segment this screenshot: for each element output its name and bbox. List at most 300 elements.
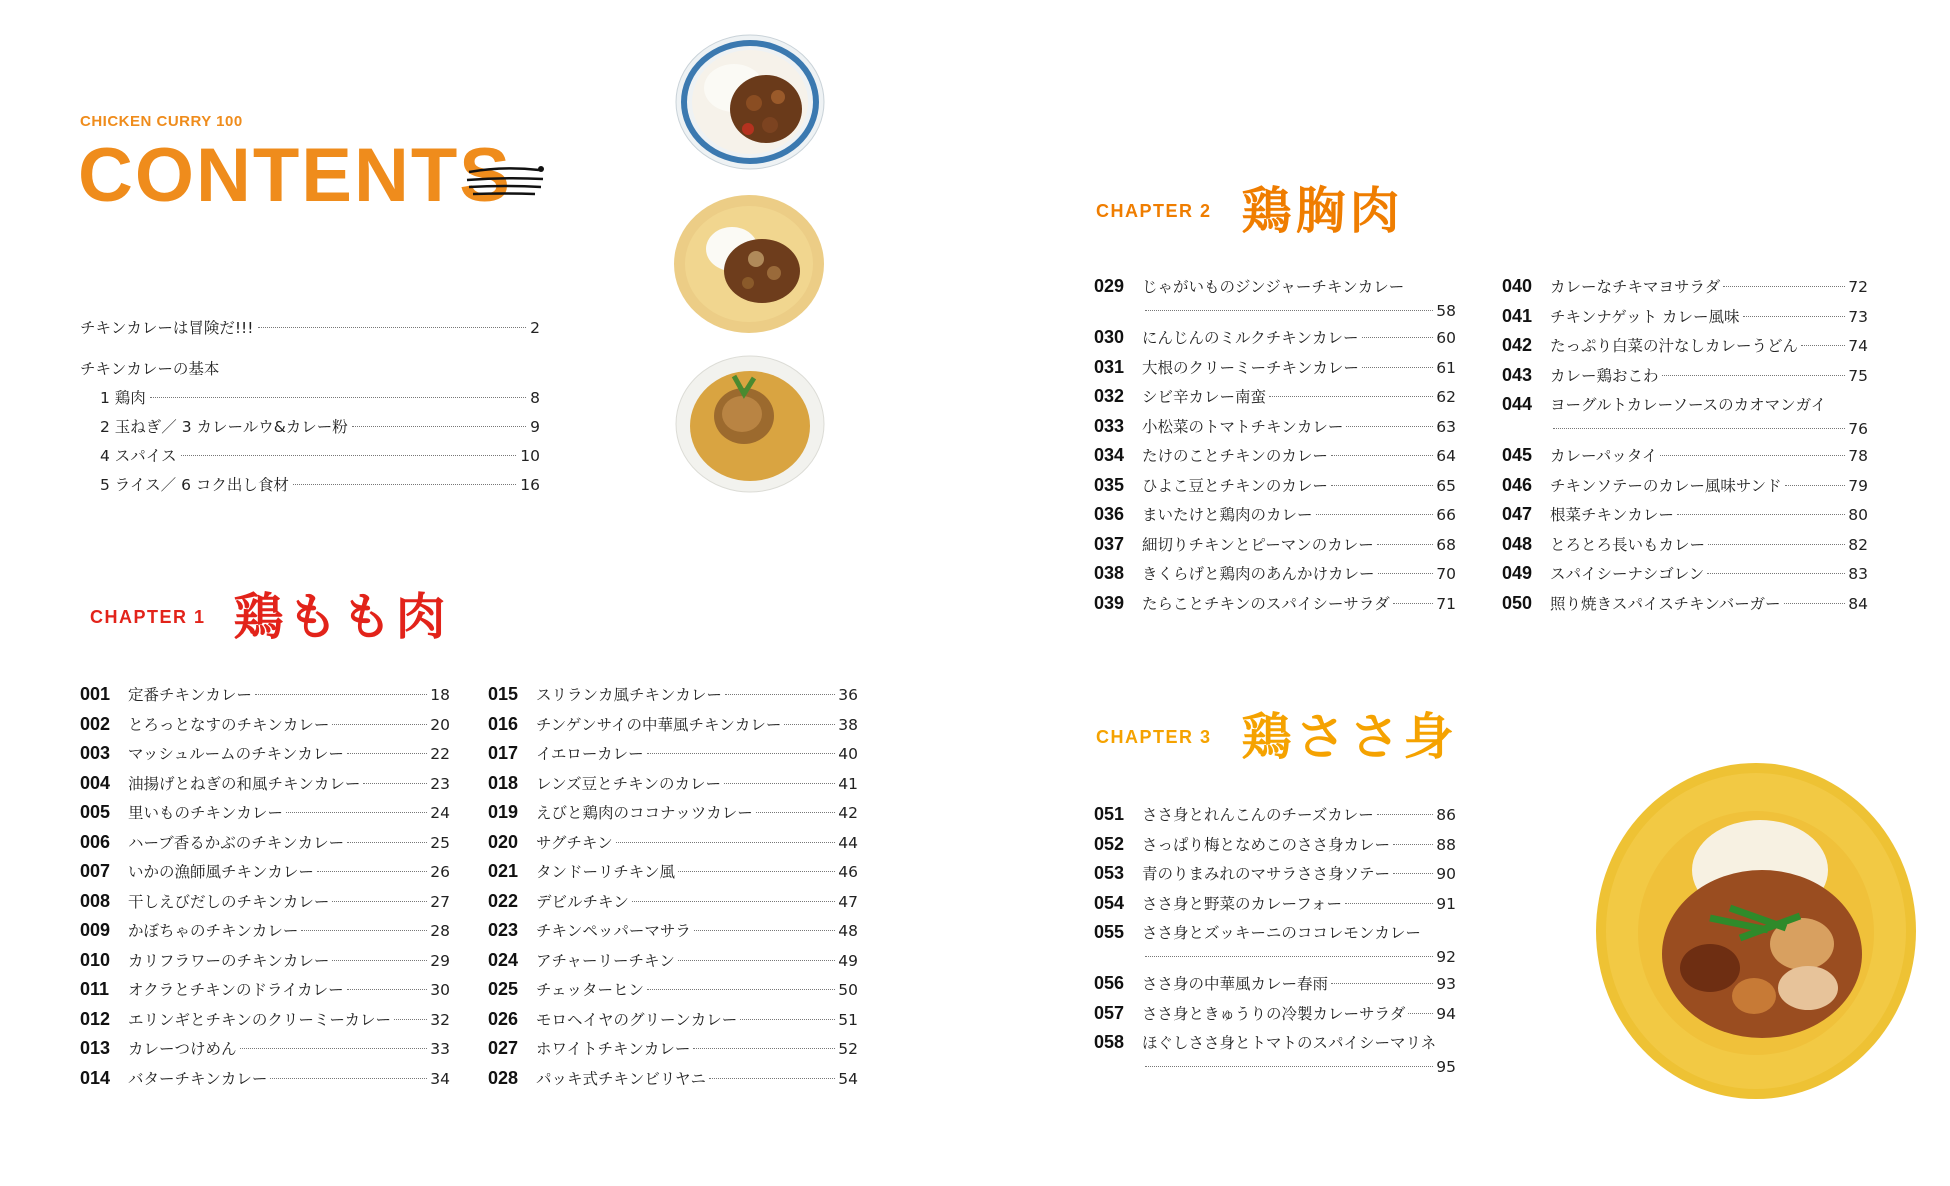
recipe-page: 80 <box>1848 506 1868 524</box>
toc-entry-line <box>1502 417 1868 441</box>
recipe-page: 63 <box>1436 417 1456 436</box>
recipe-title: えびと鶏肉のココナッツカレー <box>536 804 753 822</box>
recipe-page: 61 <box>1436 358 1456 377</box>
toc-entry[interactable] <box>488 1005 858 1035</box>
toc-entry[interactable] <box>1094 353 1456 383</box>
leader-dots <box>1393 844 1433 845</box>
toc-entry[interactable] <box>1094 999 1456 1029</box>
recipe-title: アチャーリーチキン <box>536 951 675 970</box>
toc-entry[interactable] <box>1094 1028 1456 1079</box>
toc-entry[interactable] <box>1094 889 1456 919</box>
recipe-page: 26 <box>430 863 450 881</box>
leader-dots <box>740 1019 835 1020</box>
recipe-page: 62 <box>1436 388 1456 406</box>
recipe-number: 023 <box>488 920 519 940</box>
toc-entry-line <box>1502 392 1868 417</box>
page-title: CONTENTS <box>78 133 512 218</box>
recipe-page: 95 <box>1436 1058 1456 1076</box>
recipe-number: 049 <box>1502 563 1533 583</box>
recipe-number: 042 <box>1502 335 1533 355</box>
recipe-number: 028 <box>488 1067 519 1088</box>
basics-item-page: 8 <box>530 389 540 407</box>
dish-photo-large <box>1590 758 1920 1104</box>
toc-entry[interactable] <box>488 1064 858 1094</box>
basics-heading: チキンカレーの基本 <box>80 360 220 378</box>
recipe-title: パッキ式チキンビリヤニ <box>536 1069 707 1088</box>
leader-dots <box>1269 396 1433 397</box>
recipe-title: たけのことチキンのカレー <box>1142 447 1328 465</box>
recipe-title: レンズ豆とチキンのカレー <box>536 774 721 793</box>
recipe-number: 006 <box>80 831 111 852</box>
recipe-title: バターチキンカレー <box>128 1069 268 1088</box>
recipe-page: 25 <box>430 833 450 852</box>
leader-dots <box>784 724 835 725</box>
toc-entry[interactable] <box>1094 800 1456 830</box>
leader-dots <box>394 1019 427 1020</box>
recipe-number: 024 <box>488 949 519 970</box>
recipe-title: カレーパッタイ <box>1550 447 1658 465</box>
toc-entry[interactable] <box>80 828 450 858</box>
recipe-page: 75 <box>1848 366 1868 385</box>
toc-entry-line <box>1094 274 1456 299</box>
recipe-title: デビルチキン <box>536 892 629 911</box>
toc-entry[interactable] <box>1502 361 1868 391</box>
leader-dots <box>150 397 526 398</box>
recipe-page: 22 <box>430 745 450 763</box>
chapter2-label: CHAPTER 2 <box>1096 200 1212 221</box>
toc-entry[interactable] <box>488 710 858 740</box>
recipe-title: ささ身と野菜のカレーフォー <box>1142 894 1342 913</box>
recipe-number: 018 <box>488 772 519 793</box>
recipe-number: 030 <box>1094 327 1125 347</box>
recipe-title: タンドーリチキン風 <box>536 863 676 881</box>
recipe-number: 019 <box>488 802 519 822</box>
recipe-title: ささ身とれんこんのチーズカレー <box>1142 806 1374 824</box>
recipe-page: 79 <box>1848 476 1868 495</box>
recipe-page: 30 <box>430 981 450 999</box>
leader-dots <box>1362 337 1434 338</box>
recipe-title: ささ身ときゅうりの冷製カレーサラダ <box>1142 1004 1406 1023</box>
recipe-title: 細切りチキンとピーマンのカレー <box>1142 535 1374 554</box>
recipe-title: イエローカレー <box>536 745 644 763</box>
toc-entry[interactable] <box>1094 471 1456 501</box>
leader-dots <box>1393 603 1434 604</box>
recipe-page: 49 <box>838 951 858 970</box>
leader-dots <box>647 989 835 990</box>
recipe-page: 28 <box>430 922 450 940</box>
recipe-title: にんじんのミルクチキンカレー <box>1142 329 1359 347</box>
recipe-title: 里いものチキンカレー <box>128 804 283 822</box>
chapter2-header <box>1096 182 1404 240</box>
toc-entry-line <box>1094 1030 1456 1055</box>
dish-photo-2 <box>672 193 826 335</box>
recipe-number: 047 <box>1502 504 1533 524</box>
basics-item[interactable] <box>80 384 540 413</box>
leader-dots <box>724 783 835 784</box>
toc-entry-line <box>1094 299 1456 323</box>
recipe-page: 60 <box>1436 329 1456 347</box>
toc-entry[interactable] <box>1094 500 1456 530</box>
leader-dots <box>1346 426 1433 427</box>
leader-dots <box>1723 286 1845 287</box>
recipe-page: 88 <box>1436 835 1456 854</box>
toc-entry[interactable] <box>1094 441 1456 471</box>
recipe-number: 012 <box>80 1008 111 1029</box>
recipe-title: 青のりまみれのマサラささ身ソテー <box>1142 865 1391 883</box>
toc-entry[interactable] <box>1094 530 1456 560</box>
recipe-number: 056 <box>1094 973 1125 993</box>
recipe-page: 52 <box>838 1040 858 1058</box>
toc-entry[interactable] <box>1502 390 1868 441</box>
recipe-number: 053 <box>1094 863 1125 883</box>
recipe-number: 026 <box>488 1008 519 1029</box>
chapter3-title: 鶏ささ身 <box>1241 708 1458 766</box>
recipe-page: 46 <box>838 863 858 881</box>
recipe-title: チキンペッパーマサラ <box>536 922 691 940</box>
leader-dots <box>1801 345 1845 346</box>
toc-entry[interactable] <box>1094 830 1456 860</box>
recipe-page: 76 <box>1848 420 1868 438</box>
leader-dots <box>255 694 427 695</box>
leader-dots <box>1660 455 1845 456</box>
toc-entry[interactable] <box>1502 441 1868 471</box>
leader-dots <box>693 1048 835 1049</box>
recipe-number: 045 <box>1502 445 1533 465</box>
book-eyebrow: CHICKEN CURRY 100 <box>80 113 243 130</box>
recipe-title: オクラとチキンのドライカレー <box>128 981 344 999</box>
toc-entry[interactable] <box>1094 412 1456 442</box>
recipe-title: シビ辛カレー南蛮 <box>1142 388 1267 406</box>
recipe-page: 48 <box>838 922 858 940</box>
recipe-title: いかの漁師風チキンカレー <box>128 863 314 881</box>
recipe-page: 20 <box>430 715 450 734</box>
recipe-title: スリランカ風チキンカレー <box>536 686 722 704</box>
recipe-number: 035 <box>1094 474 1125 495</box>
recipe-title: チキンソテーのカレー風味サンド <box>1550 476 1782 495</box>
recipe-page: 65 <box>1436 476 1456 495</box>
recipe-title: 小松菜のトマトチキンカレー <box>1142 417 1344 436</box>
recipe-title: カレー鶏おこわ <box>1550 366 1659 385</box>
leader-dots <box>1377 814 1434 815</box>
leader-dots <box>647 753 836 754</box>
recipe-number: 037 <box>1094 533 1125 554</box>
recipe-title: 大根のクリーミーチキンカレー <box>1142 358 1359 377</box>
toc-entry[interactable] <box>488 828 858 858</box>
recipe-title: じゃがいものジンジャーチキンカレー <box>1142 278 1405 296</box>
basics-item[interactable] <box>80 442 540 471</box>
toc-entry[interactable] <box>488 1034 858 1064</box>
toc-entry[interactable] <box>80 769 450 799</box>
recipe-page: 42 <box>838 804 858 822</box>
chapter3-header <box>1096 708 1458 766</box>
toc-entry-line <box>1094 920 1456 945</box>
leader-dots <box>240 1048 428 1049</box>
recipe-title: マッシュルームのチキンカレー <box>128 745 344 763</box>
leader-dots <box>347 989 428 990</box>
toc-entry[interactable] <box>488 769 858 799</box>
toc-entry[interactable] <box>80 798 450 828</box>
recipe-number: 017 <box>488 743 519 763</box>
chapter1-list-b <box>488 680 858 1093</box>
recipe-title: かぼちゃのチキンカレー <box>128 922 299 940</box>
recipe-title: ひよこ豆とチキンのカレー <box>1142 476 1328 495</box>
recipe-number: 025 <box>488 979 519 999</box>
recipe-number: 032 <box>1094 386 1125 406</box>
recipe-title: スパイシーナシゴレン <box>1550 565 1705 583</box>
basics-item-page: 10 <box>520 447 540 465</box>
toc-entry[interactable] <box>80 710 450 740</box>
recipe-title: 定番チキンカレー <box>128 686 252 704</box>
recipe-number: 020 <box>488 831 519 852</box>
toc-entry[interactable] <box>488 680 858 710</box>
basics-item-page: 9 <box>530 418 540 436</box>
intro-label: チキンカレーは冒険だ!!! <box>80 319 254 337</box>
recipe-number: 034 <box>1094 445 1125 465</box>
chapter3-list-a <box>1094 800 1456 1079</box>
recipe-title: モロヘイヤのグリーンカレー <box>536 1010 738 1029</box>
recipe-page: 29 <box>430 951 450 970</box>
toc-entry[interactable] <box>1094 559 1456 589</box>
chapter1-label: CHAPTER 1 <box>90 606 206 627</box>
recipe-title: ささ身とズッキーニのココレモンカレー <box>1142 924 1421 942</box>
basics-item-label: 4 スパイス <box>100 447 177 465</box>
toc-entry[interactable] <box>80 916 450 946</box>
recipe-page: 58 <box>1436 302 1456 320</box>
leader-dots <box>332 724 427 725</box>
recipe-number: 013 <box>80 1038 111 1058</box>
leader-dots <box>286 812 427 813</box>
leader-dots <box>181 455 517 456</box>
dish-photo-1 <box>674 33 826 171</box>
recipe-page: 93 <box>1436 975 1456 993</box>
leader-dots <box>1331 485 1433 486</box>
recipe-page: 86 <box>1436 806 1456 824</box>
leader-dots <box>1408 1013 1433 1014</box>
recipe-number: 001 <box>80 684 111 704</box>
recipe-page: 54 <box>838 1069 858 1088</box>
leader-dots <box>1362 367 1433 368</box>
recipe-page: 27 <box>430 892 450 911</box>
recipe-title: 油揚げとねぎの和風チキンカレー <box>128 774 361 793</box>
toc-entry[interactable] <box>1502 471 1868 501</box>
toc-entry[interactable] <box>1094 969 1456 999</box>
dish-photo-3 <box>674 354 826 494</box>
recipe-number: 003 <box>80 743 111 763</box>
recipe-number: 054 <box>1094 892 1125 913</box>
recipe-page: 84 <box>1848 594 1868 613</box>
recipe-number: 039 <box>1094 592 1125 613</box>
toc-entry-line <box>1094 1055 1456 1079</box>
recipe-title: カレーつけめん <box>128 1040 237 1058</box>
recipe-title: たっぷり白菜の汁なしカレーうどん <box>1550 337 1799 355</box>
recipe-page: 51 <box>838 1010 858 1029</box>
leader-dots <box>1393 873 1433 874</box>
recipe-number: 002 <box>80 713 111 734</box>
toc-entry[interactable] <box>488 946 858 976</box>
chapter1-list-a <box>80 680 450 1093</box>
recipe-title: 照り焼きスパイスチキンバーガー <box>1550 594 1781 613</box>
chapter2-list-b <box>1502 272 1868 618</box>
toc-entry[interactable] <box>80 975 450 1005</box>
leader-dots <box>678 871 835 872</box>
toc-entry[interactable] <box>1094 859 1456 889</box>
toc-entry[interactable] <box>80 1034 450 1064</box>
toc-entry[interactable] <box>1502 331 1868 361</box>
toc-entry[interactable] <box>1502 272 1868 302</box>
basics-item[interactable] <box>80 413 540 442</box>
toc-entry[interactable] <box>80 739 450 769</box>
leader-dots <box>1331 455 1433 456</box>
recipe-page: 72 <box>1848 278 1868 296</box>
recipe-title: サグチキン <box>536 833 613 852</box>
leader-dots <box>352 426 526 427</box>
recipe-page: 34 <box>430 1069 450 1088</box>
recipe-title: とろっとなすのチキンカレー <box>128 715 330 734</box>
recipe-number: 040 <box>1502 276 1533 296</box>
recipe-number: 009 <box>80 920 111 940</box>
recipe-title: ヨーグルトカレーソースのカオマンガイ <box>1550 396 1827 414</box>
recipe-number: 007 <box>80 861 111 881</box>
leader-dots <box>332 901 427 902</box>
intro-page: 2 <box>530 319 540 337</box>
toc-entry[interactable] <box>80 1064 450 1094</box>
recipe-number: 048 <box>1502 533 1533 554</box>
recipe-page: 32 <box>430 1010 450 1029</box>
chapter3-label: CHAPTER 3 <box>1096 726 1212 747</box>
chapter2-list-a <box>1094 272 1456 618</box>
leader-dots <box>293 484 516 485</box>
recipe-number: 015 <box>488 684 519 704</box>
leader-dots <box>616 842 836 843</box>
recipe-title: ささ身の中華風カレー春雨 <box>1142 975 1329 993</box>
recipe-title: とろとろ長いもカレー <box>1550 535 1706 554</box>
recipe-page: 94 <box>1436 1004 1456 1023</box>
toc-entry[interactable] <box>488 798 858 828</box>
recipe-number: 008 <box>80 890 111 911</box>
recipe-number: 029 <box>1094 276 1125 296</box>
recipe-page: 66 <box>1436 506 1456 524</box>
leader-dots <box>632 901 835 902</box>
intro-section <box>80 314 540 343</box>
leader-dots <box>1743 316 1846 317</box>
toc-entry[interactable] <box>1502 530 1868 560</box>
leader-dots <box>1707 573 1845 574</box>
leader-dots <box>1316 514 1434 515</box>
recipe-page: 90 <box>1436 865 1456 883</box>
toc-entry[interactable] <box>1094 918 1456 969</box>
toc-entry[interactable] <box>1502 589 1868 619</box>
recipe-number: 043 <box>1502 364 1533 385</box>
recipe-number: 050 <box>1502 592 1533 613</box>
leader-dots <box>1145 956 1433 957</box>
recipe-title: チンゲンサイの中華風チキンカレー <box>536 715 782 734</box>
recipe-number: 051 <box>1094 804 1125 824</box>
recipe-title: カレーなチキマヨサラダ <box>1550 278 1721 296</box>
toc-entry[interactable] <box>1502 559 1868 589</box>
leader-dots <box>363 783 427 784</box>
recipe-page: 68 <box>1436 535 1456 554</box>
toc-entry[interactable] <box>1502 302 1868 332</box>
plates-icon <box>463 162 548 200</box>
recipe-number: 010 <box>80 949 111 970</box>
recipe-title: チキンナゲット カレー風味 <box>1550 307 1740 326</box>
toc-entry[interactable] <box>488 739 858 769</box>
recipe-number: 004 <box>80 772 111 793</box>
recipe-title: エリンギとチキンのクリーミーカレー <box>128 1010 392 1029</box>
recipe-number: 005 <box>80 802 111 822</box>
toc-entry[interactable] <box>1502 500 1868 530</box>
recipe-title: 根菜チキンカレー <box>1550 506 1674 524</box>
recipe-page: 73 <box>1848 307 1868 326</box>
toc-entry[interactable] <box>488 916 858 946</box>
recipe-page: 74 <box>1848 337 1868 355</box>
recipe-number: 044 <box>1502 394 1533 414</box>
recipe-page: 33 <box>430 1040 450 1058</box>
leader-dots <box>1677 514 1845 515</box>
toc-entry[interactable] <box>80 680 450 710</box>
leader-dots <box>1378 573 1434 574</box>
recipe-number: 031 <box>1094 356 1125 377</box>
toc-entry[interactable] <box>80 946 450 976</box>
toc-entry[interactable] <box>80 857 450 887</box>
leader-dots <box>301 930 427 931</box>
basics-item-label: 1 鶏肉 <box>100 389 146 407</box>
toc-entry[interactable] <box>488 887 858 917</box>
leader-dots <box>694 930 835 931</box>
leader-dots <box>756 812 836 813</box>
chapter1-title: 鶏もも肉 <box>233 588 450 646</box>
recipe-page: 36 <box>838 686 858 704</box>
recipe-number: 011 <box>80 979 110 999</box>
recipe-number: 027 <box>488 1038 519 1058</box>
chapter2-title: 鶏胸肉 <box>1241 182 1404 240</box>
toc-entry[interactable] <box>488 975 858 1005</box>
recipe-page: 91 <box>1436 894 1456 913</box>
recipe-page: 23 <box>430 774 450 793</box>
leader-dots <box>1708 544 1845 545</box>
recipe-number: 016 <box>488 713 519 734</box>
recipe-number: 058 <box>1094 1032 1125 1052</box>
recipe-page: 64 <box>1436 447 1456 465</box>
leader-dots <box>709 1078 835 1079</box>
recipe-page: 18 <box>430 686 450 704</box>
recipe-number: 052 <box>1094 833 1125 854</box>
basics-item-page: 16 <box>520 476 540 494</box>
leader-dots <box>347 753 427 754</box>
toc-entry[interactable] <box>80 1005 450 1035</box>
toc-entry[interactable] <box>1094 589 1456 619</box>
leader-dots <box>1331 983 1433 984</box>
recipe-title: ほぐしささ身とトマトのスパイシーマリネ <box>1142 1034 1437 1052</box>
recipe-number: 046 <box>1502 474 1533 495</box>
toc-entry[interactable] <box>1094 382 1456 412</box>
recipe-page: 82 <box>1848 535 1868 554</box>
leader-dots <box>332 960 427 961</box>
leader-dots <box>1145 1066 1433 1067</box>
recipe-page: 50 <box>838 981 858 999</box>
leader-dots <box>258 327 527 328</box>
toc-entry[interactable] <box>1094 272 1456 323</box>
chapter1-header <box>90 588 450 646</box>
toc-entry[interactable] <box>488 857 858 887</box>
recipe-number: 055 <box>1094 922 1125 942</box>
recipe-page: 24 <box>430 804 450 822</box>
intro-entry[interactable] <box>80 314 540 343</box>
basics-item[interactable] <box>80 471 540 500</box>
toc-entry[interactable] <box>1094 323 1456 353</box>
toc-entry[interactable] <box>80 887 450 917</box>
recipe-title: ハーブ香るかぶのチキンカレー <box>128 833 345 852</box>
